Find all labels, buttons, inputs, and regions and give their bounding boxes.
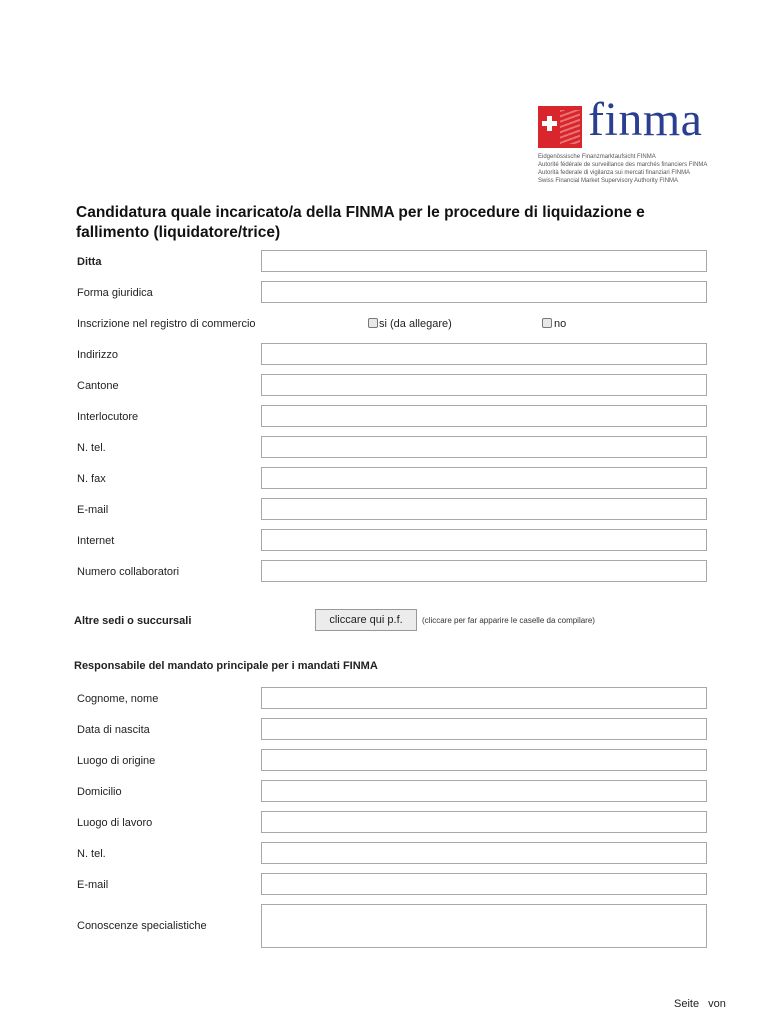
origine-field[interactable] [261, 749, 707, 771]
nascita-field[interactable] [261, 718, 707, 740]
email-field[interactable] [261, 498, 707, 520]
no-label: no [554, 318, 567, 330]
collaboratori-field[interactable] [261, 560, 707, 582]
resp-tel-field[interactable] [261, 842, 707, 864]
show-branches-button[interactable]: cliccare qui p.f. [315, 609, 417, 631]
logo-line: Autorité fédérale de surveillance des marchés financiers FINMA [538, 162, 708, 168]
finma-logo-mark [538, 106, 582, 148]
no-checkbox[interactable] [542, 318, 552, 328]
swiss-cross-bar [542, 121, 557, 126]
origine-label: Luogo di origine [77, 755, 156, 767]
fax-label: N. fax [77, 473, 106, 485]
fax-field[interactable] [261, 467, 707, 489]
logo-line: Swiss Financial Market Supervisory Authority FINMA [538, 178, 679, 184]
indirizzo-field[interactable] [261, 343, 707, 365]
nascita-label: Data di nascita [77, 724, 150, 736]
conoscenze-field[interactable] [261, 904, 707, 948]
cognome-field[interactable] [261, 687, 707, 709]
logo-wordmark: finma [588, 93, 703, 146]
collaboratori-label: Numero collaboratori [77, 566, 180, 578]
ditta-label: Ditta [77, 256, 102, 268]
page-footer: Seite von [674, 998, 726, 1010]
si-checkbox[interactable] [368, 318, 378, 328]
cognome-label: Cognome, nome [77, 693, 159, 705]
responsible-heading: Responsabile del mandato principale per i mandati FINMA [74, 660, 378, 672]
cantone-label: Cantone [77, 380, 119, 392]
page-title: Candidatura quale incaricato/a della FINMA per le procedure di liquidazione e fallimento (liquidatore/trice) [76, 204, 645, 241]
forma-giuridica-field[interactable] [261, 281, 707, 303]
indirizzo-label: Indirizzo [77, 349, 118, 361]
interlocutore-label: Interlocutore [77, 411, 139, 423]
tel-field[interactable] [261, 436, 707, 458]
domicilio-field[interactable] [261, 780, 707, 802]
lavoro-field[interactable] [261, 811, 707, 833]
conoscenze-label: Conoscenze specialistiche [77, 920, 207, 932]
logo-subtitle [538, 153, 707, 185]
internet-label: Internet [77, 535, 115, 547]
logo-pattern [560, 110, 580, 144]
resp-email-label: E-mail [77, 879, 109, 891]
tel-label: N. tel. [77, 442, 106, 454]
email-label: E-mail [77, 504, 109, 516]
si-label: si (da allegare) [379, 318, 452, 330]
interlocutore-field[interactable] [261, 405, 707, 427]
resp-email-field[interactable] [261, 873, 707, 895]
resp-tel-label: N. tel. [77, 848, 106, 860]
registro-label: Inscrizione nel registro di commercio [77, 318, 256, 330]
forma-giuridica-label: Forma giuridica [77, 287, 153, 299]
lavoro-label: Luogo di lavoro [77, 817, 153, 829]
logo-line: Autorità federale di vigilanza sui mercati finanziari FINMA [538, 170, 691, 176]
branches-label: Altre sedi o succursali [74, 615, 192, 627]
ditta-field[interactable] [261, 250, 707, 272]
logo-line: Eidgenössische Finanzmarktaufsicht FINMA [538, 154, 656, 160]
cantone-field[interactable] [261, 374, 707, 396]
domicilio-label: Domicilio [77, 786, 122, 798]
branches-hint: (cliccare per far apparire le caselle da compilare) [422, 616, 595, 625]
internet-field[interactable] [261, 529, 707, 551]
